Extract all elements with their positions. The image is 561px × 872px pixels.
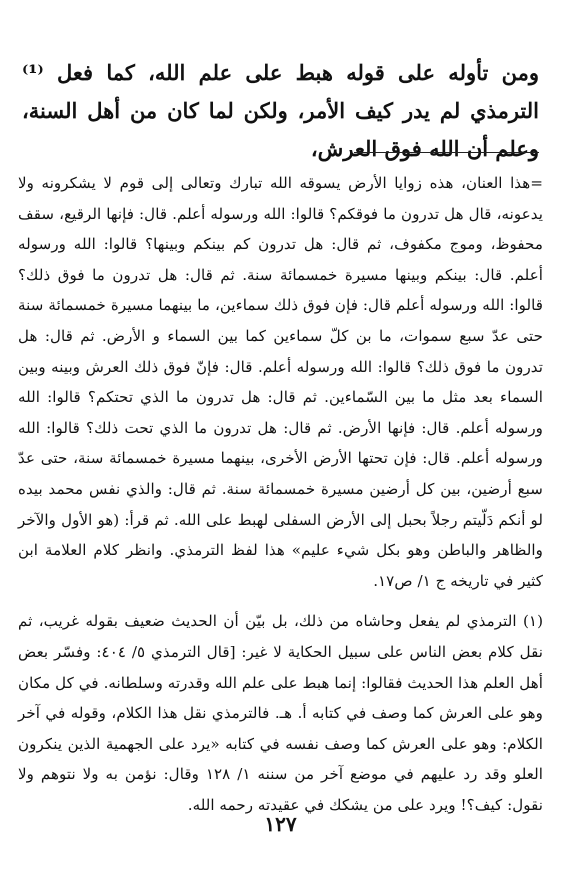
footnote-separator	[354, 152, 539, 153]
main-text: ومن تأوله على قوله هبط على علم الله، كما فعل ⁽¹⁾ الترمذي لم يدر كيف الأمر، ولكن لما كان من أهل السنة، وعلم أن الله فوق العرش،	[22, 60, 539, 161]
footnotes	[18, 168, 543, 830]
footnote-continuation: =هذا العنان، هذه زوايا الأرض يسوقه الله تبارك وتعالى إلى قوم لا يشكرونه ولا يدعونه، قال هل تدرون ما فوقكم؟ قالوا: الله ورسوله أعلم. قال: فإنها الرقيع، سقف محفوظ، وموج مكفوف، ثم قال: هل تدرون كم بينكم وبينها؟ قالوا: الله ورسوله أعلم. قال: بينكم وبينها مسيرة خمسمائة سنة. ثم قال: هل تدرون ما فوق ذلك؟ قالوا: الله ورسوله أعلم قال: فإن فوق ذلك سماءين، ما بينهما مسيرة خمسمائة سنة حتى عدّ سبع سموات، ما بن كلّ سماءين كما بين السماء و الأرض. ثم قال: هل تدرون ما فوق ذلك؟ قالوا: الله ورسوله أعلم. قال: فإنّ فوق ذلك العرش وبينه وبين السماء بعد مثل ما بين السّماءين. ثم قال: هل تدرون ما الذي تحتكم؟ قالوا: الله ورسوله أعلم. قال: فإنها الأرض. ثم قال: هل تدرون ما الذي تحت ذلك؟ قالوا: الله ورسوله أعلم. قال: فإن تحتها الأرض الأخرى، بينهما مسيرة خمسمائة سنة، حتى عدّ سبع أرضين، بين كل أرضين مسيرة خمسمائة سنة. ثم قال: والذي نفس محمد بيده لو أنكم دَلّيتم رجلاً بحبل إلى الأرض السفلى لهبط على الله. ثم قرأ: (هو الأول والآخر والظاهر والباطن وهو بكل شيء عليم» هذا لفظ الترمذي. وانظر كلام العلامة ابن كثير في تاريخه ج ١/ ص١٧.	[18, 174, 543, 590]
footnote-1: (١) الترمذي لم يفعل وحاشاه من ذلك، بل بيّن أن الحديث ضعيف بقوله غريب، ثم نقل كلام بعض الناس على سبيل الحكاية لا غير: [قال الترمذي ٥/ ٤٠٤: وفسّر بعض أهل العلم هذا الحديث فقالوا: إنما هبط على علم الله وقدرته وسلطانه. في كل مكان وهو على العرش كما وصف في كتابه أ. هـ. فالترمذي نقل هذا الكلام، وقوله في آخر الكلام: وهو على العرش كما وصف نفسه في كتابه «يرد على الجهمية الذين ينكرون العلو وقد رد عليهم في موضع آخر من سننه ١/ ١٢٨ وقال: نؤمن به ولا نتوهم ولا نقول: كيف؟! ويرد على من يشكك في عقيدته رحمه الله.	[18, 612, 543, 814]
page-number: ١٢٧	[264, 812, 297, 836]
